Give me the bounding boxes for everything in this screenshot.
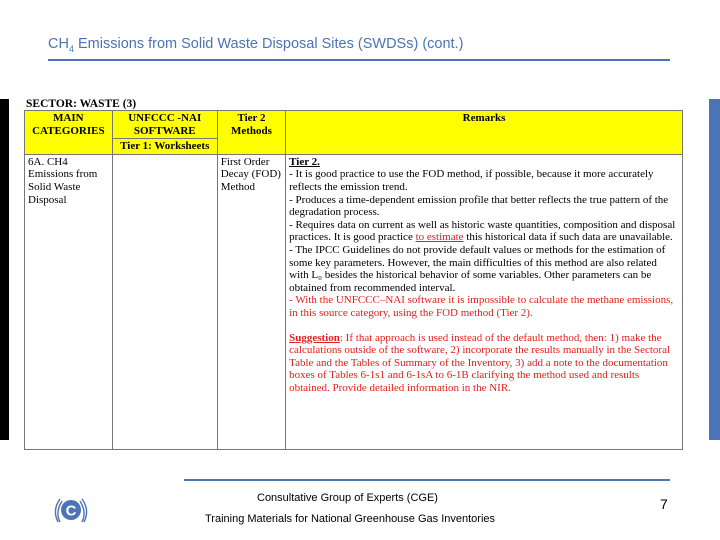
method-cell: First Order Decay (FOD) Method [217, 154, 285, 449]
category-cell: 6A. CH4 Emissions from Solid Waste Disposal [25, 154, 113, 449]
svg-text:C: C [65, 502, 77, 520]
right-edge-bar [709, 99, 720, 440]
footer-subtitle: Training Materials for National Greenhouse Gas Inventories [205, 513, 496, 525]
page-number: 7 [660, 496, 668, 512]
document-image [20, 98, 686, 464]
software-cell [112, 154, 217, 449]
waste-methods-table [24, 110, 683, 450]
slide-title: $CH_4$ Emissions from Solid Waste Disposal Sites (SWDSs) (cont.) [48, 36, 464, 54]
unfccc-logo-icon [50, 492, 92, 528]
estimate-link: to estimate [415, 231, 464, 244]
remark-line: - Produces a time-dependent emission profile that better reflects the true pattern of the degradation process. [289, 193, 669, 219]
suggestion-paragraph: Suggestion: If that approach is used instead of the default method, then: 1) make the calculations outside of the software, 2) incorporate the results manually in the Sectoral Table and the Tables of Summary of the Inventory, 3) add a note to the documentation boxes of Tables 6-1s1 and 6-1sA to 6-1B clarifying the method used and results obtained. Provide detailed information in the NIR. [289, 331, 671, 394]
sector-heading: SECTOR: WASTE (3) [26, 98, 137, 110]
header-remarks: Remarks [286, 111, 683, 155]
footer-organization: Consultative Group of Experts (CGE) [257, 492, 438, 504]
footer-rule [184, 479, 670, 481]
header-software: UNFCCC -NAI SOFTWARE [112, 111, 217, 139]
title-rule [48, 59, 670, 61]
remarks-heading: Tier 2. [289, 155, 320, 168]
remark-line: - It is good practice to use the FOD method, if possible, because it more accurately reflects the emission trend. [289, 168, 654, 193]
suggestion-label: Suggestion [289, 331, 340, 344]
remarks-cell [286, 154, 683, 449]
left-edge-bar [0, 99, 9, 440]
header-tier2-methods: Tier 2 Methods [217, 111, 285, 155]
remark-line: - The IPCC Guidelines do not provide default values or methods for the estimation of some key parameters. However, the main difficulties of this method are also related with L₀ besides the historical behavior of some variables. Other parameters can be obtained from recommended interval. [289, 243, 666, 294]
header-tier1-worksheets: Tier 1: Worksheets [112, 139, 217, 155]
header-main-categories: MAIN CATEGORIES [25, 111, 113, 155]
remark-line-red: - With the UNFCCC–NAI software it is impossible to calculate the methane emissions, in this source category, using the FOD method (Tier 2). [289, 294, 674, 319]
remark-line: - Requires data on current as well as historic waste quantities, composition and disposal practices. It is good practice to estimate this historical data if such data are unavailable. [289, 218, 676, 244]
